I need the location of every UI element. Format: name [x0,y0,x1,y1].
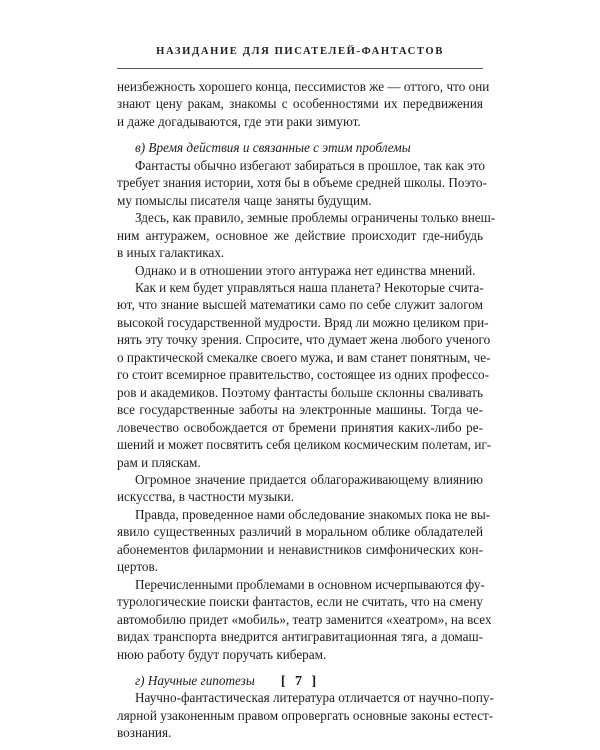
paragraph [117,689,494,741]
text-line: о практической смекалке своего мужа, и вам станет понятным, че- [117,349,491,365]
text-line: шений и может посвятить себя целиком космическим полетам, иг- [117,437,492,453]
text-line: все государственные заботы на электронные машины. Тогда че- [117,402,483,418]
text-line: Научно-фантастическая литература отличается от научно-попу- [135,690,494,706]
text-line: ют, что знание высшей математики само по себе служит залогом [117,297,483,313]
text-line: лярной узаконенным правом опровергать основные законы естест- [117,707,494,723]
text-line: видах транспорта внедрится антигравитационная тяга, а домаш- [117,629,483,645]
paragraph-continuation [117,78,490,130]
page-number: [ 7 ] [280,674,320,689]
paragraph [117,209,496,261]
text-line: го стоит всемирное правительство, состоящее из одних професcо- [117,367,489,383]
paragraph [117,279,492,471]
text-line: ловечество освобождается от бремени принятия каких-либо ре- [117,419,483,435]
text-line: вознания. [117,725,172,741]
text-line: ров и академиков. Поэтому фантасты больше склонны сваливать [117,384,483,400]
paragraph [117,157,487,209]
text-line: нюю работу будут поручать киберам. [117,646,327,662]
text-line: му помыслы писателя чаще заняты будущим. [117,192,372,208]
text-line: высокой государственной мудрости. Вряд ли можно целиком при- [117,314,489,330]
paragraph [117,471,483,506]
text-line: Правда, проведенное нами обследование знакомых пока не вы- [135,506,491,522]
text-line: Однако и в отношении этого антуража нет единства мнений. [135,262,476,278]
paragraph [117,262,483,279]
text-line: Фантасты обычно избегают забираться в прошлое, так как это [135,157,486,173]
text-line: абонементов филармонии и ненавистников симфонических кон- [117,541,483,557]
paragraph [117,576,492,663]
text-line: Здесь, как правило, земные проблемы ограничены только внеш- [135,210,496,226]
text-line: турологические поиски фантастов, если не считать, что на смену [117,594,483,610]
text-line: Как и кем будет управляться наша планета? Некоторые счита- [135,279,484,295]
text-line: ним антуражем, основное же действие происходит где-нибудь [117,227,483,243]
section-heading-v: в) Время действия и связанные с этим проблемы [135,140,411,156]
text-line: неизбежность хорошего конца, пессимистов же — оттого, что они [117,79,490,94]
header-rule [117,68,483,69]
text-line: рам и пляскам. [117,454,201,470]
text-line: Перечисленными проблемами в основном исчерпываются фу- [135,576,485,592]
text-line: знают цену ракам, знакомы с особенностями их передвижения [117,96,483,112]
running-title: НАЗИДАНИЕ ДЛЯ ПИСАТЕЛЕЙ-ФАНТАСТОВ [156,46,444,57]
page-body [117,78,496,742]
text-line: в иных галактиках. [117,245,225,261]
text-line: искусства, в частности музыки. [117,489,295,505]
paragraph [117,506,491,576]
text-line: Огромное значение придается облагораживающему влиянию [135,471,483,487]
text-line: явило существенных различий в моральном облике обладателей [117,524,483,540]
text-line: нять эту точку зрения. Спросите, что думает жена любого ученого [117,332,491,348]
section-heading-g: г) Научные гипотезы [135,672,255,688]
text-line: цертов. [117,559,159,575]
text-line: и даже догадываются, где эти раки зимуют. [117,113,361,129]
text-line: автомобилю придет «мобиль», театр заменится «хеатром», на всех [117,611,492,627]
text-line: требует знания истории, хотя бы в объеме средней школы. Поэто- [117,175,487,191]
